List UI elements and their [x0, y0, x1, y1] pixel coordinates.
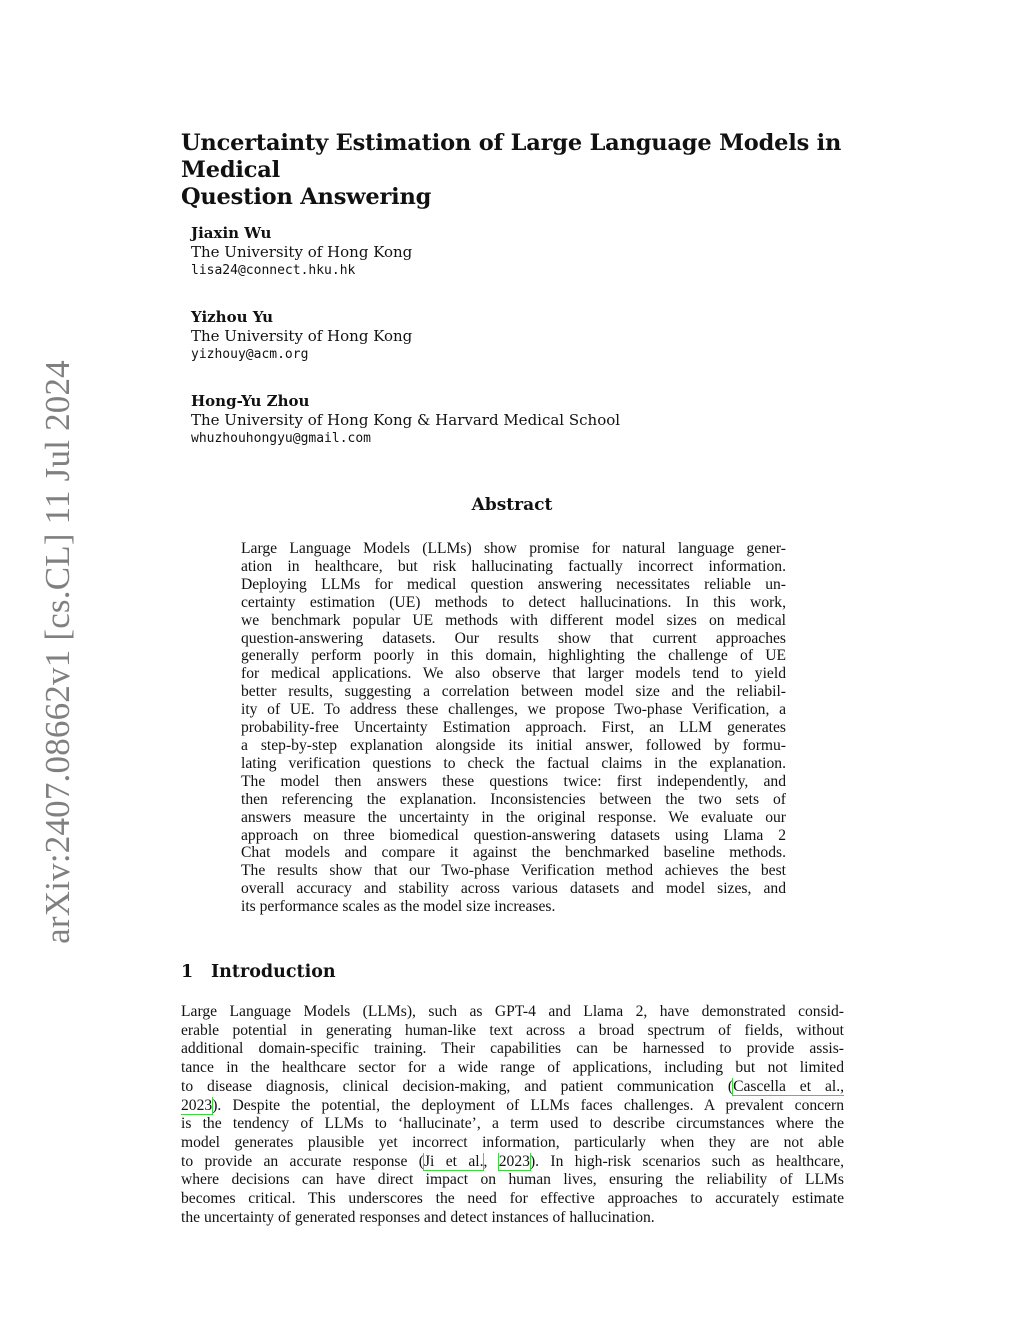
intro-line: becomes critical. This underscores the need for effective approaches to accurately estimate — [181, 1190, 844, 1208]
abstract-line: for medical applications. We also observe that larger models tend to yield — [241, 665, 786, 683]
author-block — [191, 224, 751, 280]
citation-separator: , — [483, 1152, 499, 1170]
title-line: Question Answering — [181, 184, 432, 210]
title-line: Uncertainty Estimation of Large Language Models in Medical — [181, 130, 842, 183]
intro-line: additional domain-specific training. Their capabilities can be harnessed to provide assis- — [181, 1040, 844, 1058]
intro-line — [181, 1097, 844, 1116]
abstract-line: then referencing the explanation. Inconsistencies between the two sets of — [241, 790, 786, 808]
intro-text: to disease diagnosis, clinical decision-making, and patient communication ( — [181, 1077, 734, 1095]
intro-text: ). In high-risk scenarios such as healthcare, — [529, 1152, 844, 1170]
abstract-line: overall accuracy and stability across various datasets and model sizes, and — [241, 880, 786, 898]
abstract-line: question-answering datasets. Our results show that current approaches — [241, 629, 786, 647]
abstract-line: The results show that our Two-phase Verification method achieves the best — [241, 862, 786, 880]
abstract-line: answers measure the uncertainty in the original response. We evaluate our — [241, 808, 786, 826]
abstract-line: its performance scales as the model size increases. — [241, 898, 556, 916]
citation-link-cascella-year[interactable]: 2023 — [181, 1096, 213, 1114]
intro-line: where decisions can have direct impact on human lives, ensuring the reliability of LLMs — [181, 1171, 844, 1189]
author-affiliation: The University of Hong Kong — [191, 327, 413, 345]
intro-line: the uncertainty of generated responses and detect instances of hallucination. — [181, 1208, 655, 1226]
abstract-line: we benchmark popular UE methods with different model sizes on medical — [241, 611, 786, 629]
introduction-body — [181, 1003, 844, 1227]
section-number: 1 — [181, 962, 194, 982]
author-block — [191, 392, 751, 448]
citation-link-ji-year[interactable]: 2023 — [498, 1152, 530, 1170]
author-email[interactable]: yizhouy@acm.org — [191, 347, 309, 362]
author-affiliation: The University of Hong Kong & Harvard Medical School — [191, 411, 621, 429]
abstract-line: a step-by-step explanation alongside its initial answer, followed by formu- — [241, 736, 786, 754]
intro-line: is the tendency of LLMs to ‘hallucinate’, a term used to describe circumstances where the — [181, 1115, 844, 1133]
intro-text: to provide an accurate response ( — [181, 1152, 424, 1170]
abstract-line: ity of UE. To address these challenges, we propose Two-phase Verification, a — [241, 701, 786, 719]
intro-text: ). Despite the potential, the deployment of LLMs faces challenges. A prevalent concern — [212, 1096, 844, 1114]
abstract-line: approach on three biomedical question-answering datasets using Llama 2 — [241, 826, 786, 844]
abstract-line: ation in healthcare, but risk hallucinating factually incorrect information. — [241, 557, 786, 575]
intro-line — [181, 1078, 844, 1097]
citation-link-ji[interactable]: Ji et al. — [423, 1152, 484, 1170]
abstract-line: generally perform poorly in this domain, highlighting the challenge of UE — [241, 647, 786, 665]
abstract-body — [241, 540, 786, 916]
abstract-line: Deploying LLMs for medical question answering necessitates reliable un- — [241, 575, 786, 593]
arxiv-identifier: arXiv:2407.08662v1 [cs.CL] 11 Jul 2024 — [38, 360, 77, 944]
intro-line — [181, 1153, 844, 1172]
author-name: Jiaxin Wu — [191, 224, 272, 242]
paper-title — [181, 130, 881, 211]
author-name: Yizhou Yu — [191, 308, 274, 326]
abstract-line: Large Language Models (LLMs) show promise for natural language gener- — [241, 540, 786, 557]
abstract-line: better results, suggesting a correlation between model size and the reliabil- — [241, 683, 786, 701]
author-affiliation: The University of Hong Kong — [191, 243, 413, 261]
author-name: Hong-Yu Zhou — [191, 392, 310, 410]
abstract-line: probability-free Uncertainty Estimation approach. First, an LLM generates — [241, 719, 786, 737]
intro-line: tance in the healthcare sector for a wide range of applications, including but not limited — [181, 1059, 844, 1077]
citation-link-cascella[interactable]: Cascella et al., — [733, 1077, 844, 1095]
abstract-line: lating verification questions to check the factual claims in the explanation. — [241, 754, 786, 772]
section-title: Introduction — [211, 962, 336, 982]
author-email[interactable]: whuzhouhongyu@gmail.com — [191, 431, 372, 446]
intro-line: model generates plausible yet incorrect information, particularly when they are not able — [181, 1133, 844, 1151]
abstract-heading: Abstract — [471, 495, 553, 515]
author-email[interactable]: lisa24@connect.hku.hk — [191, 263, 356, 278]
intro-line: erable potential in generating human-like text across a broad spectrum of fields, without — [181, 1021, 844, 1039]
abstract-line: The model then answers these questions twice: first independently, and — [241, 772, 786, 790]
section-heading-introduction — [181, 960, 336, 984]
abstract-line: certainty estimation (UE) methods to detect hallucinations. In this work, — [241, 593, 786, 611]
abstract-line: Chat models and compare it against the benchmarked baseline methods. — [241, 844, 786, 862]
intro-line: Large Language Models (LLMs), such as GPT-4 and Llama 2, have demonstrated consid- — [181, 1003, 844, 1020]
author-block — [191, 308, 751, 364]
